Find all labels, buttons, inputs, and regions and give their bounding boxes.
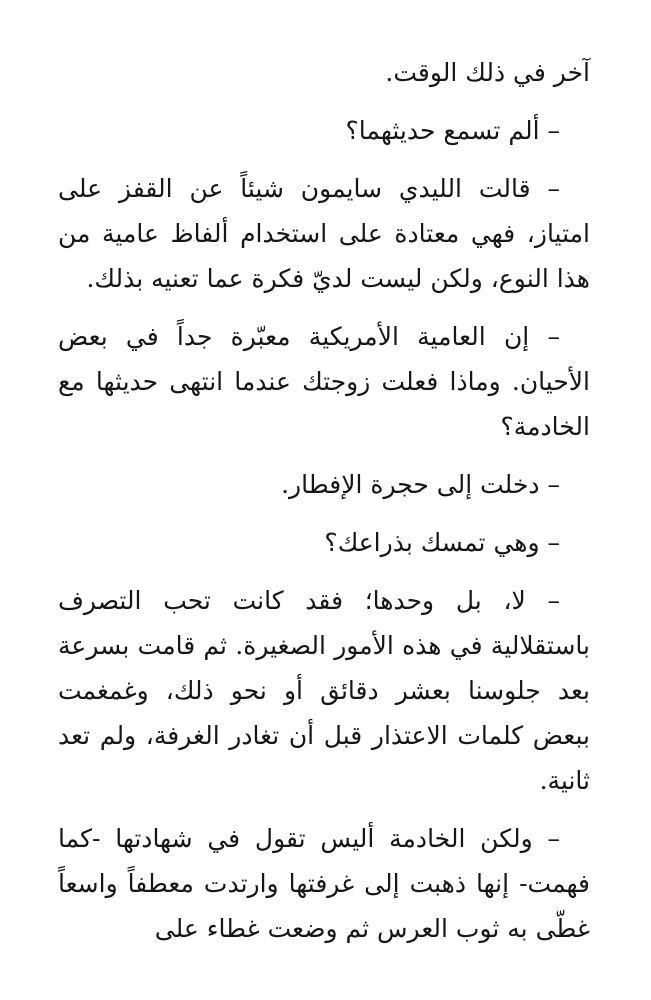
paragraph: آخر في ذلك الوقت. — [385, 58, 590, 87]
dialogue-line: – ولكن الخادمة أليس تقول في شهادتها -كما فهمت- إنها ذهبت إلى غرفتها وارتدت معطفاً واسعاً غطّى به ثوب العرس ثم وضعت غطاء على — [58, 824, 590, 943]
dialogue-line: – قالت الليدي سايمون شيئاً عن القفز على امتياز، فهي معتادة على استخدام ألفاظ عامية من هذا النوع، ولكن ليست لديّ فكرة عما تعنيه بذلك. — [58, 174, 590, 293]
dialogue-line: – دخلت إلى حجرة الإفطار. — [281, 470, 560, 499]
dialogue-line: – ألم تسمع حديثهما؟ — [345, 116, 560, 145]
dialogue-line: – لا، بل وحدها؛ فقد كانت تحب التصرف باستقلالية في هذه الأمور الصغيرة. ثم قامت بسرعة بعد جلوسنا بعشر دقائق أو نحو ذلك، وغمغمت ببعض كلمات الاعتذار قبل أن تغادر الغرفة، ولم تعد ثانية. — [58, 586, 590, 795]
book-page — [58, 50, 590, 964]
dialogue-line: – إن العامية الأمريكية معبّرة جداً في بعض الأحيان. وماذا فعلت زوجتك عندما انتهى حديثها مع الخادمة؟ — [58, 322, 590, 441]
dialogue-line: – وهي تمسك بذراعك؟ — [324, 528, 560, 557]
